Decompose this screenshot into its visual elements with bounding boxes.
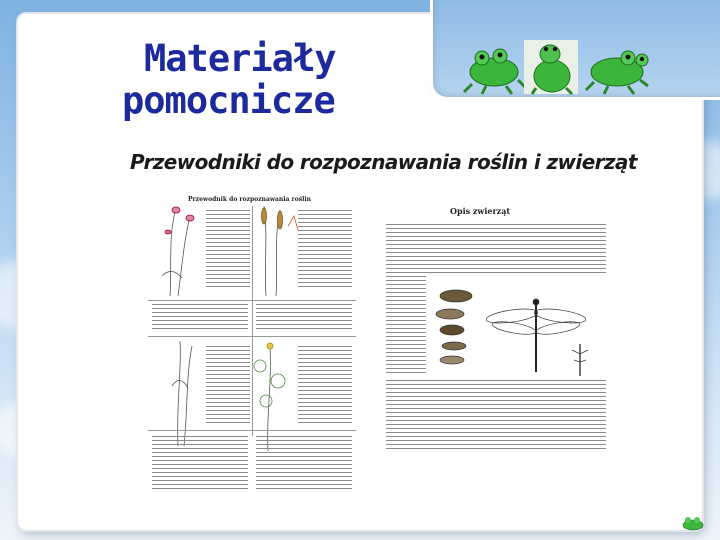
frog-sitting-icon [524, 40, 578, 94]
text-block [206, 346, 250, 426]
slide-title-line2: pomocnicze [122, 79, 335, 122]
text-block [386, 380, 606, 452]
corner-frog-icon [680, 514, 706, 532]
frog-icon [464, 49, 526, 94]
plant-guide-document [148, 196, 356, 492]
text-block [256, 304, 352, 332]
plant-guide-heading: Przewodnik do rozpoznawania roślin [188, 196, 311, 203]
slide-subtitle: Przewodniki do rozpoznawania roślin i zwierząt [130, 150, 637, 174]
frog-icon [586, 51, 648, 94]
animal-description-document [384, 204, 610, 456]
text-block [152, 304, 248, 332]
text-block [152, 436, 248, 492]
text-block [298, 346, 352, 426]
text-block [298, 210, 352, 290]
animal-description-heading: Opis zwierząt [450, 206, 511, 216]
slide-title-line1: Materiały [144, 37, 336, 80]
text-block [206, 210, 250, 290]
frog-icons [462, 36, 652, 96]
slide-title [122, 38, 335, 122]
text-block [256, 436, 352, 492]
divider [252, 206, 253, 436]
